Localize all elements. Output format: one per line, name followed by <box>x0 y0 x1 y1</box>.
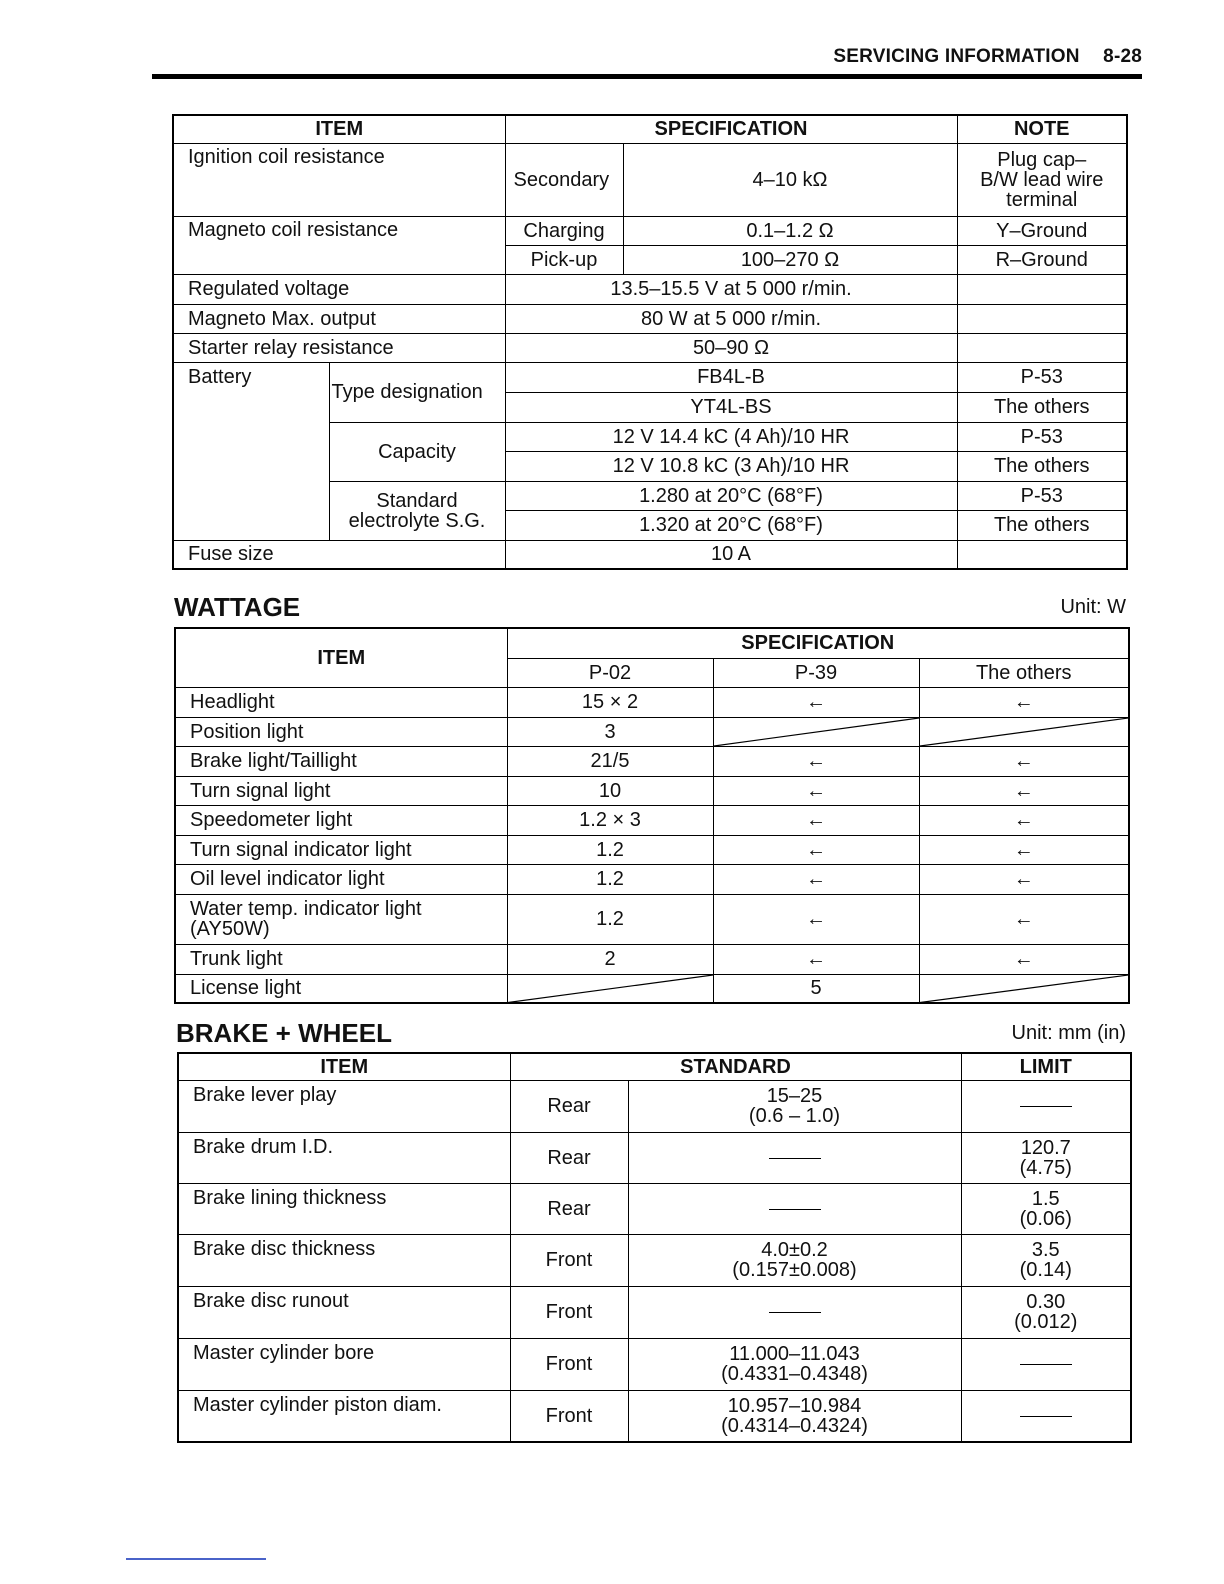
spec-regulated-voltage: 13.5–15.5 V at 5 000 r/min. <box>505 274 957 304</box>
position-cell: Front <box>510 1234 628 1286</box>
table-row <box>175 717 1129 746</box>
table-row <box>175 746 1129 776</box>
item-brake-lining-thickness: Brake lining thickness <box>178 1183 510 1234</box>
value-p02: 3 <box>507 717 713 746</box>
standard-value-inch: (0.157±0.008) <box>732 1259 857 1281</box>
table-header-row <box>175 628 1129 658</box>
value-p02: 15 × 2 <box>507 687 713 717</box>
column-header-p02: P-02 <box>507 658 713 687</box>
item-regulated-voltage: Regulated voltage <box>173 274 505 304</box>
limit-none <box>961 1390 1131 1442</box>
electrical-spec-table <box>172 114 1128 570</box>
column-header-p39: P-39 <box>713 658 919 687</box>
item-master-cylinder-piston: Master cylinder piston diam. <box>178 1390 510 1442</box>
table-row <box>178 1338 1131 1390</box>
item-water-temp-indicator <box>175 894 507 944</box>
table-row <box>178 1234 1131 1286</box>
note-capacity-1: P-53 <box>957 422 1127 451</box>
table-row <box>178 1183 1131 1234</box>
label-line: Standard <box>376 489 458 512</box>
item-headlight: Headlight <box>175 687 507 717</box>
limit-value-inch: (0.012) <box>1014 1311 1078 1333</box>
standard-cell <box>628 1390 961 1442</box>
table-row <box>173 333 1127 362</box>
item-brake-drum-id: Brake drum I.D. <box>178 1132 510 1183</box>
item-fuse-size: Fuse size <box>173 540 505 569</box>
value-p02: 1.2 × 3 <box>507 805 713 835</box>
limit-value: 1.5 <box>1031 1187 1060 1210</box>
column-header-item: ITEM <box>175 628 507 687</box>
table-row <box>175 835 1129 864</box>
same-as-left-arrow: ← <box>919 944 1129 974</box>
limit-value: 0.30 <box>1026 1291 1066 1313</box>
limit-value: 3.5 <box>1031 1239 1060 1261</box>
not-applicable-cell <box>919 974 1129 1003</box>
same-as-left-arrow: ← <box>713 835 919 864</box>
table-row <box>175 805 1129 835</box>
item-master-cylinder-bore: Master cylinder bore <box>178 1338 510 1390</box>
sub-item-pickup: Pick-up <box>505 245 623 274</box>
table-row <box>178 1132 1131 1183</box>
limit-cell <box>961 1132 1131 1183</box>
position-cell: Rear <box>510 1183 628 1234</box>
same-as-left-arrow: ← <box>919 746 1129 776</box>
header-rule <box>152 74 1142 79</box>
column-header-item: ITEM <box>178 1053 510 1080</box>
standard-cell <box>628 1080 961 1132</box>
note-pickup: R–Ground <box>957 245 1127 274</box>
value-p02: 2 <box>507 944 713 974</box>
standard-cell <box>628 1234 961 1286</box>
spec-sg-1: 1.280 at 20°C (68°F) <box>505 481 957 510</box>
page-header <box>152 46 1142 68</box>
item-battery: Battery <box>173 362 329 540</box>
same-as-left-arrow: ← <box>713 944 919 974</box>
sub-item-charging: Charging <box>505 216 623 245</box>
standard-value-inch: (0.4314–0.4324) <box>721 1414 868 1437</box>
position-cell: Front <box>510 1338 628 1390</box>
limit-none <box>961 1080 1131 1132</box>
limit-value-inch: (0.14) <box>1019 1259 1072 1281</box>
note-plug-cap <box>957 143 1127 216</box>
table-row <box>173 274 1127 304</box>
spec-fuse-size: 10 A <box>505 540 957 569</box>
note-empty <box>957 333 1127 362</box>
brake-wheel-table <box>177 1052 1132 1443</box>
sub-item-secondary: Secondary <box>505 143 623 216</box>
same-as-left-arrow: ← <box>919 776 1129 805</box>
spec-capacity-1: 12 V 14.4 kC (4 Ah)/10 HR <box>505 422 957 451</box>
spec-secondary: 4–10 kΩ <box>623 143 957 216</box>
same-as-left-arrow: ← <box>713 864 919 894</box>
item-line: (AY50W) <box>190 918 270 940</box>
item-oil-level-indicator: Oil level indicator light <box>175 864 507 894</box>
same-as-left-arrow: ← <box>919 687 1129 717</box>
position-cell: Rear <box>510 1132 628 1183</box>
same-as-left-arrow: ← <box>919 864 1129 894</box>
standard-none <box>628 1286 961 1338</box>
item-brake-taillight: Brake light/Taillight <box>175 746 507 776</box>
table-row <box>173 216 1127 245</box>
note-empty <box>957 540 1127 569</box>
column-header-limit: LIMIT <box>961 1053 1131 1080</box>
table-header-row <box>173 115 1127 143</box>
item-position-light: Position light <box>175 717 507 746</box>
same-as-left-arrow: ← <box>713 776 919 805</box>
table-row <box>175 944 1129 974</box>
standard-value-inch: (0.4331–0.4348) <box>721 1363 868 1385</box>
standard-value: 11.000–11.043 <box>729 1343 860 1365</box>
standard-none <box>628 1132 961 1183</box>
page-number: 8-28 <box>1103 46 1142 67</box>
sub-item-capacity: Capacity <box>329 422 505 481</box>
table-row <box>178 1286 1131 1338</box>
not-applicable-cell <box>507 974 713 1003</box>
limit-cell <box>961 1234 1131 1286</box>
note-type-1: P-53 <box>957 362 1127 392</box>
column-header-item: ITEM <box>173 115 505 143</box>
limit-cell <box>961 1183 1131 1234</box>
spec-type-2: YT4L-BS <box>505 392 957 422</box>
footer-line <box>126 1558 266 1560</box>
limit-none <box>961 1338 1131 1390</box>
spec-pickup: 100–270 Ω <box>623 245 957 274</box>
note-line: B/W lead wire <box>980 168 1104 191</box>
value-p02: 1.2 <box>507 835 713 864</box>
value-p02: 21/5 <box>507 746 713 776</box>
standard-value: 15–25 <box>766 1085 823 1107</box>
standard-value: 10.957–10.984 <box>727 1394 862 1417</box>
position-cell: Rear <box>510 1080 628 1132</box>
table-row <box>175 974 1129 1003</box>
same-as-left-arrow: ← <box>713 746 919 776</box>
same-as-left-arrow: ← <box>713 805 919 835</box>
value-p02: 10 <box>507 776 713 805</box>
wattage-table <box>174 627 1130 1004</box>
unit-wattage: Unit: W <box>1060 596 1126 618</box>
spec-type-1: FB4L-B <box>505 362 957 392</box>
section-title-brake-wheel: BRAKE + WHEEL <box>176 1018 392 1048</box>
same-as-left-arrow: ← <box>919 835 1129 864</box>
note-sg-2: The others <box>957 510 1127 540</box>
table-row <box>173 304 1127 333</box>
item-brake-disc-thickness: Brake disc thickness <box>178 1234 510 1286</box>
same-as-left-arrow: ← <box>713 687 919 717</box>
item-license-light: License light <box>175 974 507 1003</box>
sub-item-electrolyte-sg <box>329 481 505 540</box>
standard-none <box>628 1183 961 1234</box>
note-empty <box>957 274 1127 304</box>
standard-cell <box>628 1338 961 1390</box>
label-line: electrolyte S.G. <box>348 509 486 532</box>
item-brake-lever-play: Brake lever play <box>178 1080 510 1132</box>
item-turn-signal-light: Turn signal light <box>175 776 507 805</box>
value-p02: 1.2 <box>507 894 713 944</box>
item-magneto-max-output: Magneto Max. output <box>173 304 505 333</box>
column-header-note: NOTE <box>957 115 1127 143</box>
header-title: SERVICING INFORMATION <box>833 46 1080 67</box>
note-capacity-2: The others <box>957 451 1127 481</box>
spec-magneto-max-output: 80 W at 5 000 r/min. <box>505 304 957 333</box>
column-header-specification: SPECIFICATION <box>505 115 957 143</box>
item-magneto-coil: Magneto coil resistance <box>173 216 505 274</box>
same-as-left-arrow: ← <box>713 894 919 944</box>
table-row <box>175 687 1129 717</box>
value-p02: 1.2 <box>507 864 713 894</box>
limit-cell <box>961 1286 1131 1338</box>
section-title-wattage: WATTAGE <box>174 592 301 622</box>
limit-value: 120.7 <box>1020 1136 1071 1159</box>
table-row <box>175 894 1129 944</box>
spec-sg-2: 1.320 at 20°C (68°F) <box>505 510 957 540</box>
note-line: Plug cap– <box>997 148 1087 171</box>
column-header-standard: STANDARD <box>510 1053 961 1080</box>
item-starter-relay: Starter relay resistance <box>173 333 505 362</box>
standard-value: 4.0±0.2 <box>761 1239 828 1261</box>
unit-brake-wheel: Unit: mm (in) <box>1011 1022 1126 1044</box>
spec-charging: 0.1–1.2 Ω <box>623 216 957 245</box>
table-row <box>173 540 1127 569</box>
note-line: terminal <box>1006 188 1078 211</box>
same-as-left-arrow: ← <box>919 805 1129 835</box>
item-turn-signal-indicator: Turn signal indicator light <box>175 835 507 864</box>
sub-item-type-designation: Type designation <box>329 362 505 422</box>
not-applicable-cell <box>713 717 919 746</box>
standard-value-inch: (0.6 – 1.0) <box>748 1105 841 1127</box>
table-row <box>173 143 1127 216</box>
not-applicable-cell <box>919 717 1129 746</box>
item-trunk-light: Trunk light <box>175 944 507 974</box>
spec-capacity-2: 12 V 10.8 kC (3 Ah)/10 HR <box>505 451 957 481</box>
table-row <box>178 1080 1131 1132</box>
limit-value-inch: (0.06) <box>1019 1207 1072 1230</box>
item-brake-disc-runout: Brake disc runout <box>178 1286 510 1338</box>
table-row <box>175 864 1129 894</box>
position-cell: Front <box>510 1286 628 1338</box>
column-header-others: The others <box>919 658 1129 687</box>
spec-starter-relay: 50–90 Ω <box>505 333 957 362</box>
item-ignition-coil: Ignition coil resistance <box>173 143 505 216</box>
table-row <box>178 1390 1131 1442</box>
value-p39: 5 <box>713 974 919 1003</box>
item-line: Water temp. indicator light <box>190 898 422 920</box>
item-speedometer-light: Speedometer light <box>175 805 507 835</box>
same-as-left-arrow: ← <box>919 894 1129 944</box>
table-header-row <box>178 1053 1131 1080</box>
table-row <box>173 362 1127 392</box>
position-cell: Front <box>510 1390 628 1442</box>
limit-value-inch: (4.75) <box>1019 1156 1072 1179</box>
note-type-2: The others <box>957 392 1127 422</box>
note-sg-1: P-53 <box>957 481 1127 510</box>
column-header-specification: SPECIFICATION <box>507 628 1129 658</box>
table-row <box>175 776 1129 805</box>
note-empty <box>957 304 1127 333</box>
note-charging: Y–Ground <box>957 216 1127 245</box>
